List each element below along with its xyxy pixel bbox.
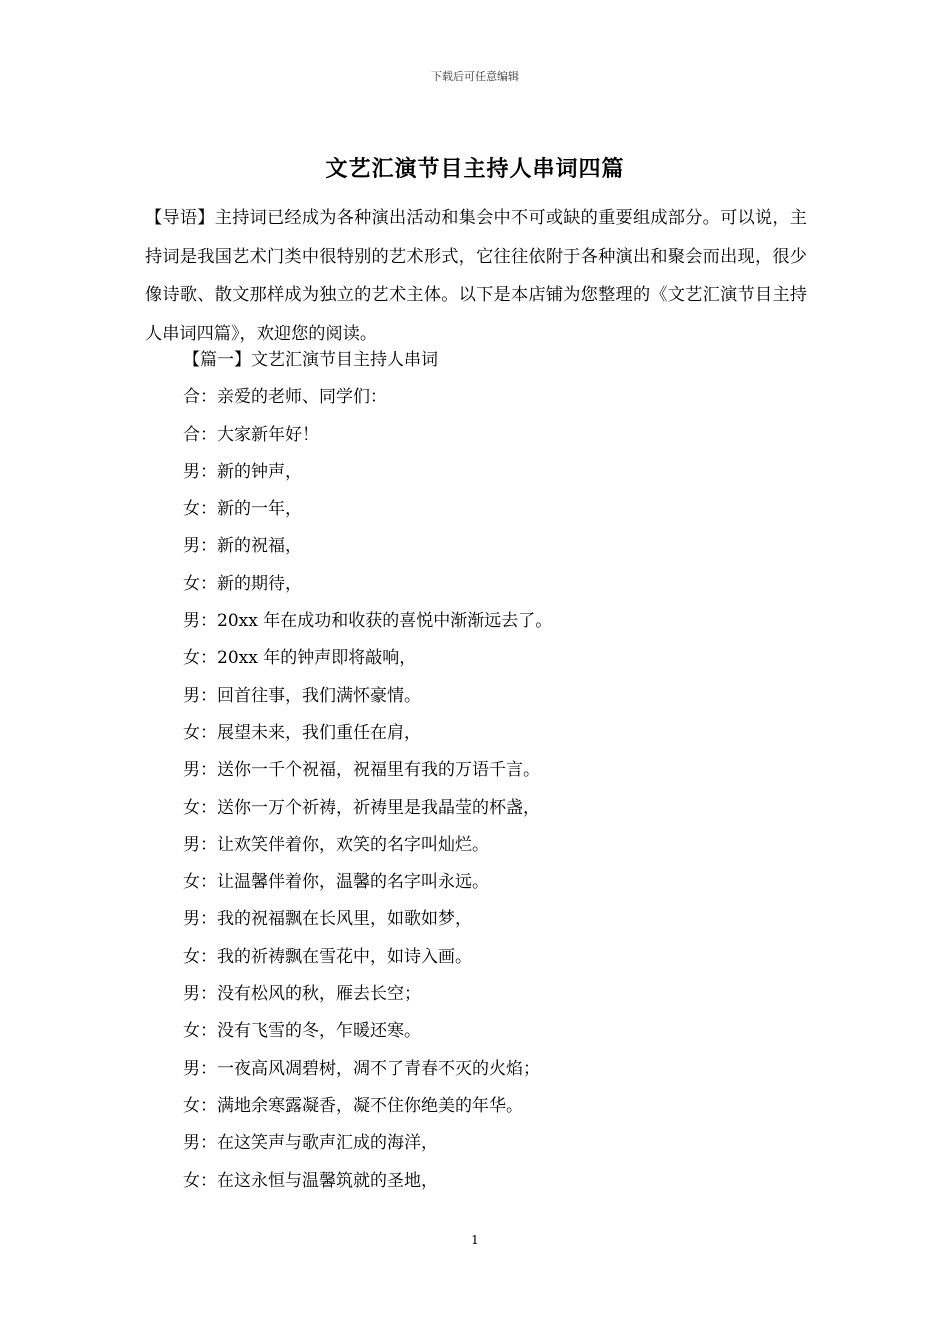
dialogue-list <box>183 342 807 1200</box>
dialogue-line: 合：亲爱的老师、同学们： <box>183 387 387 408</box>
dialogue-line: 男：回首往事，我们满怀豪情。 <box>183 685 421 706</box>
dialogue-line: 合：大家新年好！ <box>183 424 319 445</box>
dialogue-line: 女：新的一年， <box>183 499 302 520</box>
dialogue-line: 女：送你一万个祈祷，祈祷里是我晶莹的杯盏， <box>183 797 540 818</box>
dialogue-line: 男：没有松风的秋，雁去长空； <box>183 984 421 1005</box>
dialogue-line: 男：20xx 年在成功和收获的喜悦中渐渐远去了。 <box>183 611 553 632</box>
dialogue-line: 女：没有飞雪的冬，乍暖还寒。 <box>183 1021 421 1042</box>
dialogue-line: 男：一夜高风凋碧树，凋不了青春不灭的火焰； <box>183 1058 540 1079</box>
dialogue-line: 女：展望未来，我们重任在肩， <box>183 722 421 743</box>
document-title: 文艺汇演节目主持人串词四篇 <box>325 156 625 182</box>
dialogue-line: 男：我的祝福飘在长风里，如歌如梦， <box>183 909 472 930</box>
page-number: 1 <box>471 1233 479 1247</box>
dialogue-line: 女：新的期待， <box>183 573 302 594</box>
dialogue-line: 女：在这永恒与温馨筑就的圣地， <box>183 1170 438 1191</box>
section-heading: 【篇一】文艺汇演节目主持人串词 <box>183 350 438 370</box>
dialogue-line: 女：满地余寒露凝香，凝不住你绝美的年华。 <box>183 1095 523 1116</box>
dialogue-line: 女：让温馨伴着你，温馨的名字叫永远。 <box>183 872 489 893</box>
dialogue-line: 女：我的祈祷飘在雪花中，如诗入画。 <box>183 946 472 967</box>
dialogue-line: 男：让欢笑伴着你，欢笑的名字叫灿烂。 <box>183 834 489 855</box>
page-header: 下载后可任意编辑 <box>431 70 519 83</box>
dialogue-line: 男：送你一千个祝福，祝福里有我的万语千言。 <box>183 760 540 781</box>
dialogue-line: 男：新的钟声， <box>183 461 302 482</box>
dialogue-line: 女：20xx 年的钟声即将敲响， <box>183 648 417 669</box>
intro-paragraph: 【导语】主持词已经成为各种演出活动和集会中不可或缺的重要组成部分。可以说，主持词是我国艺术门类中很特别的艺术形式，它往往依附于各种演出和聚会而出现，很少像诗歌、散文那样成为独立的艺术主体。以下是本店铺为您整理的《文艺汇演节目主持人串词四篇》，欢迎您的阅读。 <box>145 208 807 344</box>
dialogue-line: 男：新的祝福， <box>183 536 302 557</box>
dialogue-line: 男：在这笑声与歌声汇成的海洋， <box>183 1133 438 1154</box>
